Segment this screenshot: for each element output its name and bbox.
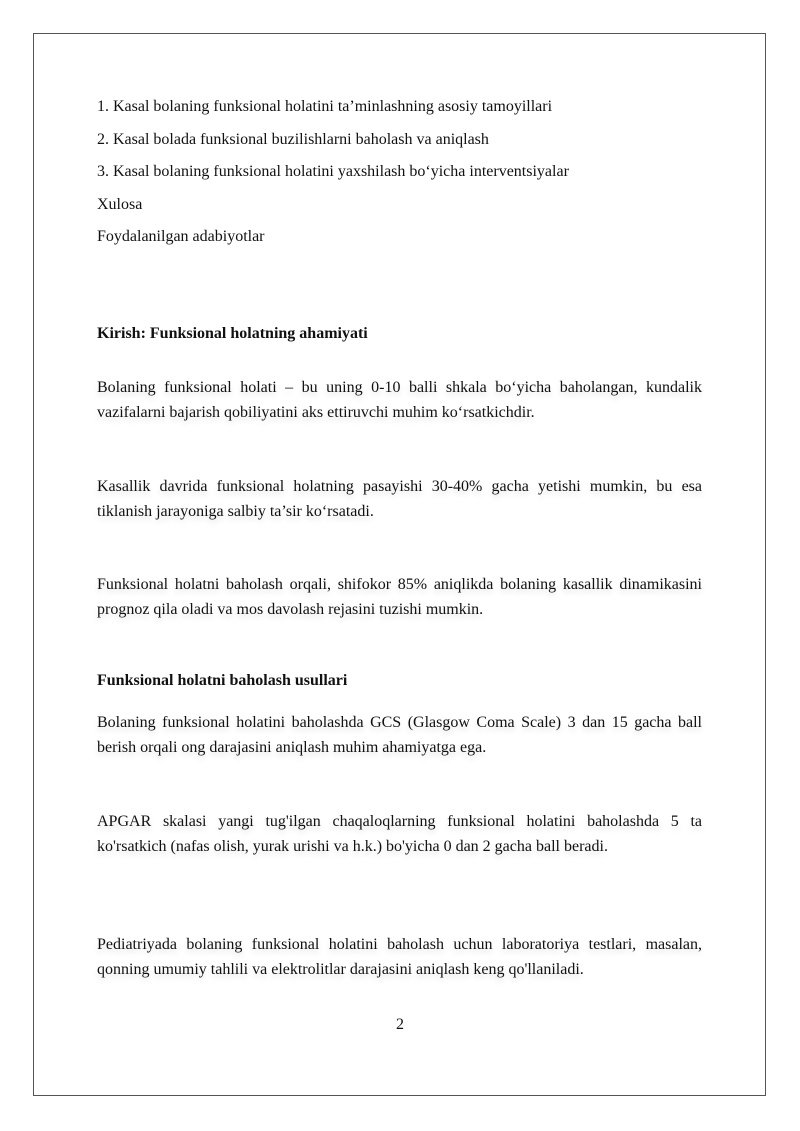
- paragraph: Pediatriyada bolaning funksional holatini baholash uchun laboratoriya testlari, masalan, qonning umumiy tahlili va elektrolitlar darajasini aniqlash keng qo'llaniladi.: [97, 936, 702, 978]
- paragraph: Bolaning funksional holati – bu uning 0-10 balli shkala bo‘yicha baholangan, kundalik vazifalarni bajarish qobiliyatini aks ettiruvchi muhim ko‘rsatkichdir.: [97, 379, 702, 421]
- paragraph: APGAR skalasi yangi tug'ilgan chaqaloqlarning funksional holatini baholashda 5 ta ko'rsatkich (nafas olish, yurak urishi va h.k.) bo'yicha 0 dan 2 gacha ball beradi.: [97, 813, 702, 855]
- toc-item-1: 1. Kasal bolaning funksional holatini ta’minlashning asosiy tamoyillari: [97, 98, 553, 115]
- paragraph: Bolaning funksional holatini baholashda GCS (Glasgow Coma Scale) 3 dan 15 gacha ball berish orqali ong darajasini aniqlash muhim ahamiyatga ega.: [97, 714, 702, 756]
- paragraph: Kasallik davrida funksional holatning pasayishi 30-40% gacha yetishi mumkin, bu esa tiklanish jarayoniga salbiy ta’sir ko‘rsatadi.: [97, 478, 702, 520]
- toc-item-3: 3. Kasal bolaning funksional holatini yaxshilash bo‘yicha interventsiyalar: [97, 163, 569, 180]
- paragraph: Funksional holatni baholash orqali, shifokor 85% aniqlikda bolaning kasallik dinamikasini prognoz qila oladi va mos davolash rejasini tuzishi mumkin.: [97, 576, 702, 618]
- section-heading-introduction: Kirish: Funksional holatning ahamiyati: [97, 325, 368, 342]
- page-number: 2: [396, 1016, 404, 1033]
- toc-item-conclusion: Xulosa: [97, 196, 143, 213]
- section-heading-assessment-methods: Funksional holatni baholash usullari: [97, 672, 348, 689]
- toc-item-2: 2. Kasal bolada funksional buzilishlarni baholash va aniqlash: [97, 131, 489, 148]
- toc-item-references: Foydalanilgan adabiyotlar: [97, 228, 265, 245]
